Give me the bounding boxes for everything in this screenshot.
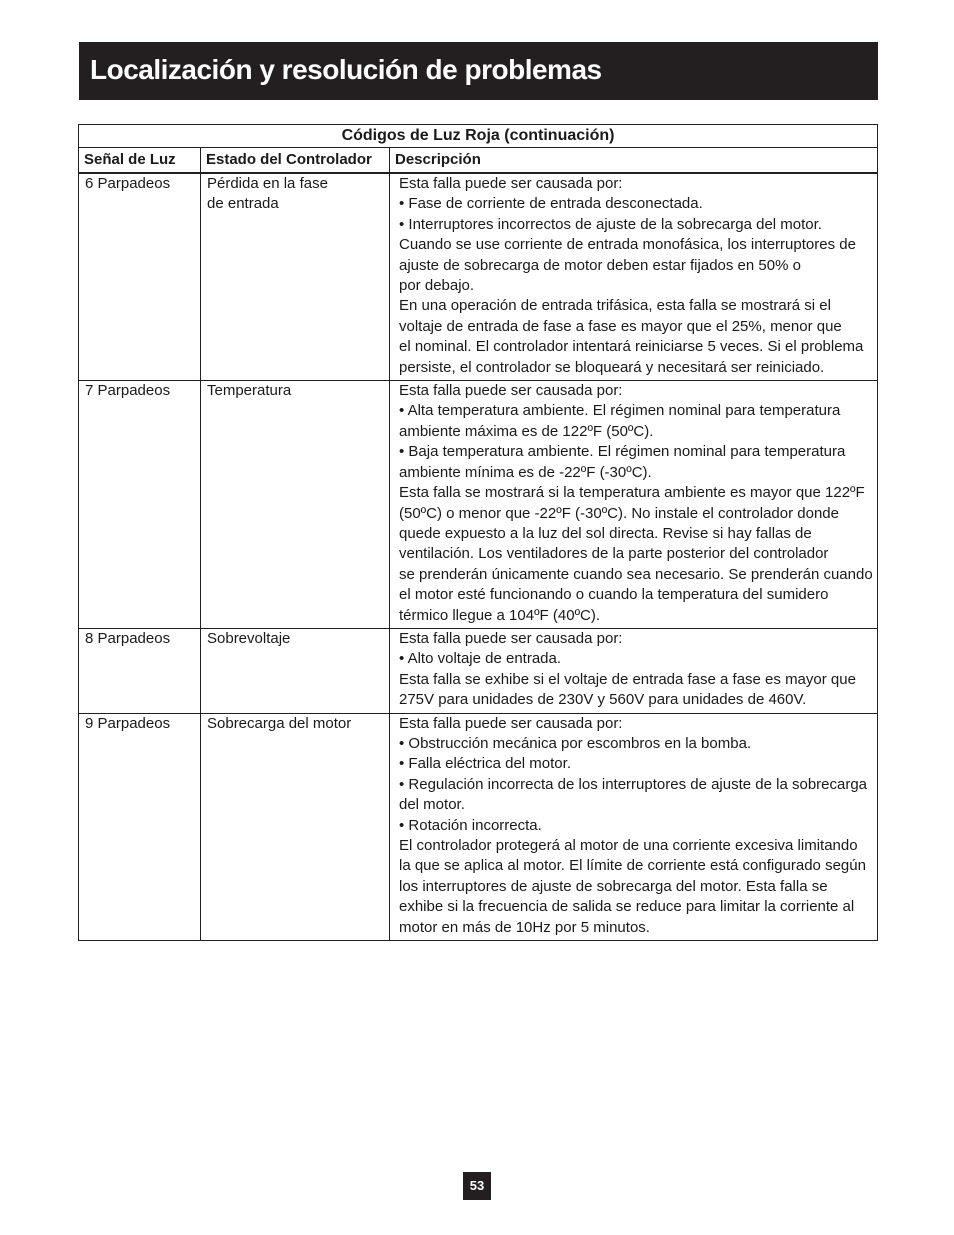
column-header-description: Descripción [390, 148, 878, 174]
state-cell: Temperatura [201, 381, 390, 629]
state-cell: Sobrevoltaje [201, 628, 390, 713]
description-bullet: • Rotación incorrecta. [399, 816, 542, 834]
page-header-bar [79, 42, 878, 100]
description-line: El controlador protegerá al motor de una corriente excesiva limitando la que se aplica al motor. El límite de corriente está configurado según los interruptores de ajuste de sobrecarga del motor. Esta falla se exhibe si la frecuencia de salida se reduce para limitar la corriente al motor en más de 10Hz por 5 minutos. [399, 837, 866, 936]
description-line: Esta falla puede ser causada por: [399, 382, 623, 400]
page-number: 53 [463, 1172, 491, 1200]
description-line: Esta falla se mostrará si la temperatura ambiente es mayor que 122ºF (50ºC) o menor que -22ºF (-30ºC). No instale el controlador donde quede expuesto a la luz del sol directa. Revise si hay fallas de ventilación. Los ventiladores de la parte posterior del controlador se prenderán únicamente cuando sea necesario. Se prenderán cuando el motor esté funcionando o cuando la temperatura del sumidero térmico llegue a 104ºF (40ºC). [399, 484, 873, 624]
description-bullet: • Obstrucción mecánica por escombros en la bomba. [399, 734, 752, 752]
description-line: Esta falla puede ser causada por: [399, 629, 623, 647]
description-line: Esta falla se exhibe si el voltaje de entrada fase a fase es mayor que 275V para unidades de 230V y 560V para unidades de 460V. [399, 670, 856, 709]
description-cell [390, 173, 878, 381]
description-line: Esta falla puede ser causada por: [399, 714, 623, 732]
description-bullet: • Baja temperatura ambiente. El régimen nominal para temperatura ambiente mínima es de -22ºF (-30ºC). [399, 443, 846, 481]
description-cell [390, 381, 878, 629]
description-line: Cuando se use corriente de entrada monofásica, los interruptores de ajuste de sobrecarga de motor deben estar fijados en 50% o por debajo. [399, 236, 856, 295]
description-cell [390, 713, 878, 940]
description-line: Esta falla puede ser causada por: [399, 175, 623, 192]
page-title: Localización y resolución de problemas [90, 54, 602, 85]
description-bullet: • Fase de corriente de entrada desconectada. [399, 195, 703, 213]
description-bullet: • Falla eléctrica del motor. [399, 755, 571, 773]
state-cell: Sobrecarga del motor [201, 713, 390, 940]
description-bullet: • Alta temperatura ambiente. El régimen nominal para temperatura ambiente máxima es de 122ºF (50ºC). [399, 402, 841, 440]
table-row [79, 381, 878, 629]
column-header-state: Estado del Controlador [201, 148, 390, 174]
table-row [79, 628, 878, 713]
signal-cell: 8 Parpadeos [79, 628, 201, 713]
signal-cell: 9 Parpadeos [79, 713, 201, 940]
signal-cell: 7 Parpadeos [79, 381, 201, 629]
description-line: En una operación de entrada trifásica, esta falla se mostrará si el voltaje de entrada de fase a fase es mayor que el 25%, menor que el nominal. El controlador intentará reiniciarse 5 veces. Si el problema persiste, el controlador se bloqueará y necesitará ser reiniciado. [399, 297, 864, 376]
table-caption: Códigos de Luz Roja (continuación) [79, 125, 878, 148]
red-light-codes-table-container [78, 124, 877, 941]
description-bullet: • Alto voltaje de entrada. [399, 650, 562, 668]
state-cell: Pérdida en la fase de entrada [201, 173, 390, 381]
description-bullet: • Regulación incorrecta de los interruptores de ajuste de la sobrecarga del motor. [399, 775, 868, 814]
red-light-codes-table [78, 124, 878, 941]
description-cell [390, 628, 878, 713]
table-row [79, 713, 878, 940]
signal-cell: 6 Parpadeos [79, 173, 201, 381]
table-row [79, 173, 878, 381]
column-header-signal: Señal de Luz [79, 148, 201, 174]
description-bullet: • Interruptores incorrectos de ajuste de la sobrecarga del motor. [399, 215, 822, 233]
